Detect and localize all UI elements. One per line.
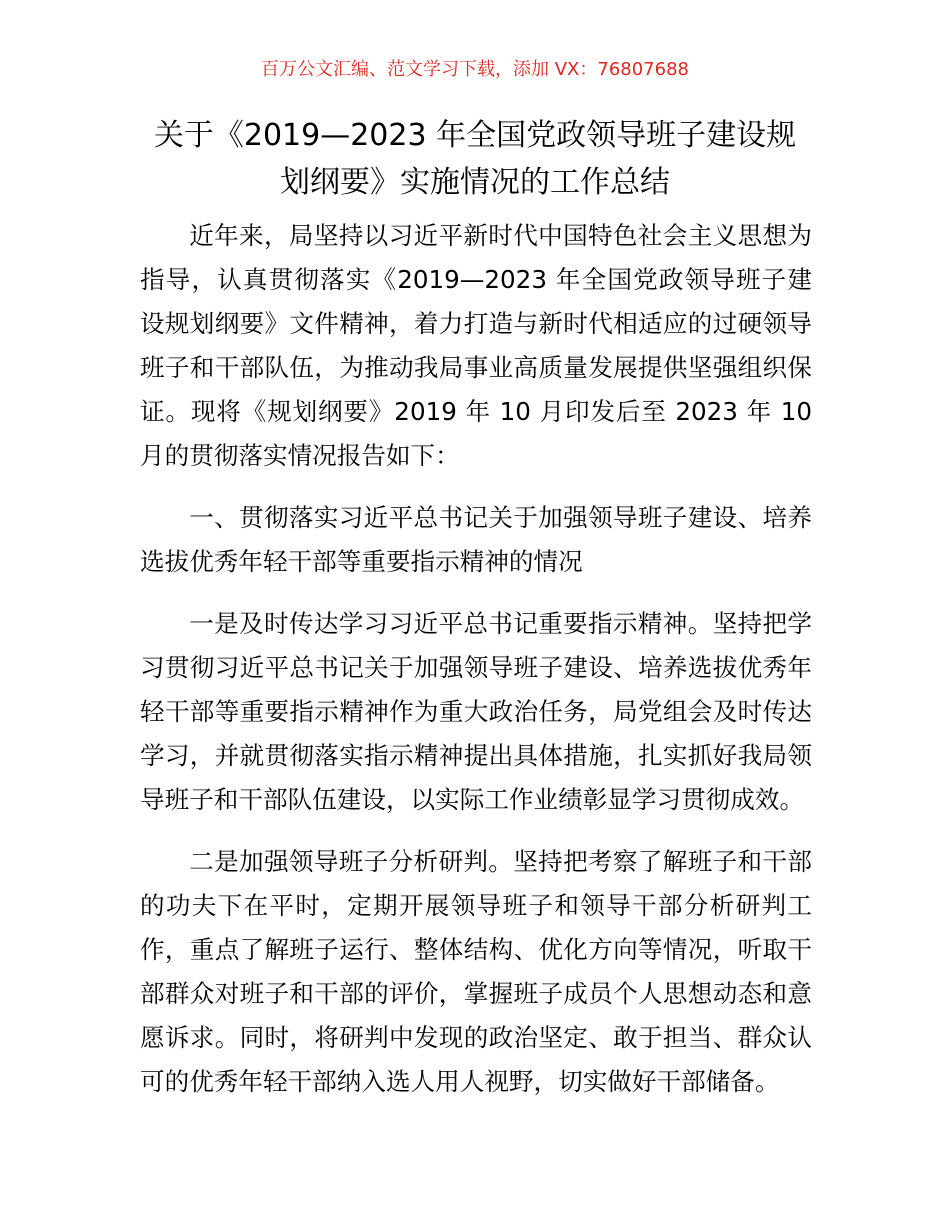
title-line-2: 划纲要》实施情况的工作总结 bbox=[280, 165, 670, 200]
section-heading-1: 一、贯彻落实习近平总书记关于加强领导班子建设、培养选拔优秀年轻干部等重要指示精神的情况 bbox=[140, 503, 812, 576]
paragraph-point-1: 一是及时传达学习习近平总书记重要指示精神。坚持把学习贯彻习近平总书记关于加强领导班子建设、培养选拔优秀年轻干部等重要指示精神作为重大政治任务，局党组会及时传达学习，并就贯彻落实指示精神提出具体措施，扎实抓好我局领导班子和干部队伍建设，以实际工作业绩彰显学习贯彻成效。 bbox=[140, 609, 812, 814]
paragraph-intro: 近年来，局坚持以习近平新时代中国特色社会主义思想为指导，认真贯彻落实《2019—2023 年全国党政领导班子建设规划纲要》文件精神，着力打造与新时代相适应的过硬领导班子和干部队伍，为推动我局事业高质量发展提供坚强组织保证。现将《规划纲要》2019 年 10 月印发后至 2023 年 10 月的贯彻落实情况报告如下： bbox=[140, 221, 812, 470]
document-title bbox=[130, 112, 820, 206]
title-line-1: 关于《2019—2023 年全国党政领导班子建设规 bbox=[153, 118, 797, 153]
paragraph-point-2: 二是加强领导班子分析研判。坚持把考察了解班子和干部的功夫下在平时，定期开展领导班子和领导干部分析研判工作，重点了解班子运行、整体结构、优化方向等情况，听取干部群众对班子和干部的评价，掌握班子成员个人思想动态和意愿诉求。同时，将研判中发现的政治坚定、敢于担当、群众认可的优秀年轻干部纳入选人用人视野，切实做好干部储备。 bbox=[140, 847, 812, 1096]
document-body bbox=[140, 214, 812, 1122]
watermark-text: 百万公文汇编、范文学习下载，添加 VX：76807688 bbox=[261, 59, 689, 80]
